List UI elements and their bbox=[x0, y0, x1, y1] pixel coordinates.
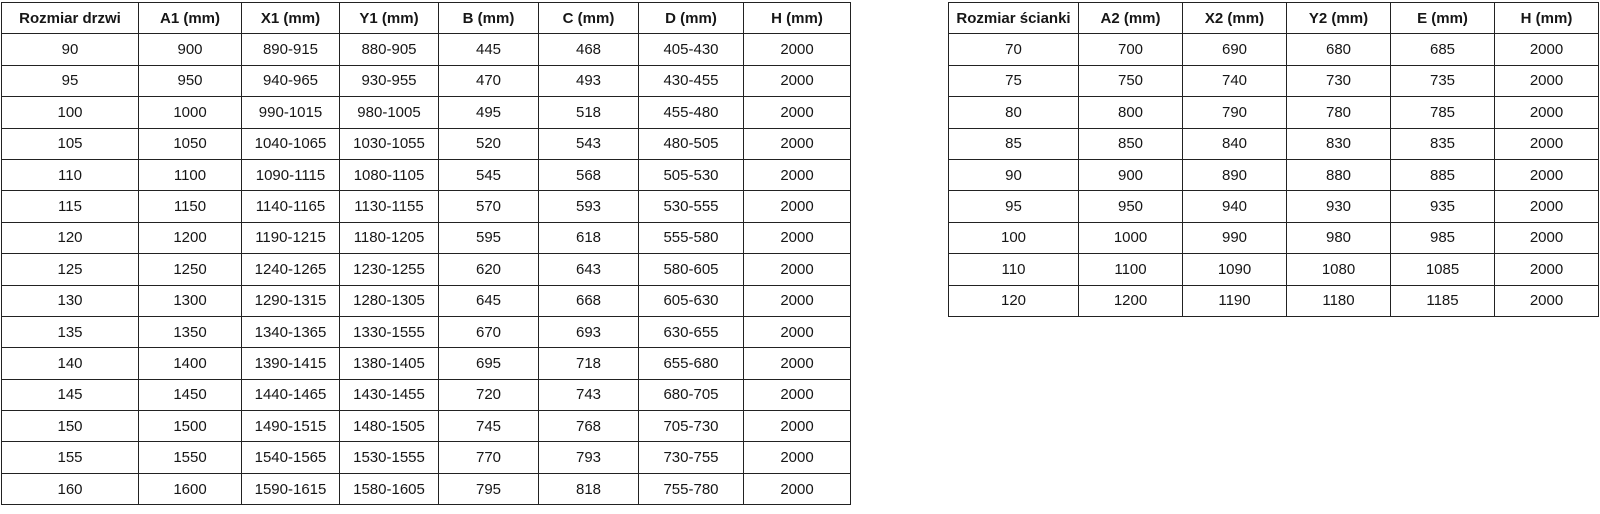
table-cell: 2000 bbox=[1495, 285, 1599, 316]
table-cell: 835 bbox=[1391, 128, 1495, 159]
table-cell: 930 bbox=[1287, 191, 1391, 222]
table-cell: 680-705 bbox=[639, 379, 744, 410]
table-row bbox=[2, 128, 851, 159]
table-cell: 900 bbox=[139, 34, 242, 65]
table-cell: 2000 bbox=[1495, 159, 1599, 190]
table-cell: 1330-1555 bbox=[340, 316, 439, 347]
table-cell: 155 bbox=[2, 442, 139, 473]
table-cell: 568 bbox=[539, 159, 639, 190]
table-cell: 100 bbox=[949, 222, 1079, 253]
table-cell: 105 bbox=[2, 128, 139, 159]
table-cell: 75 bbox=[949, 65, 1079, 96]
table-cell: 950 bbox=[1079, 191, 1183, 222]
table-cell: 593 bbox=[539, 191, 639, 222]
table-cell: 2000 bbox=[744, 191, 851, 222]
table-cell: 735 bbox=[1391, 65, 1495, 96]
table-cell: 95 bbox=[949, 191, 1079, 222]
table-row bbox=[2, 65, 851, 96]
table-row bbox=[2, 222, 851, 253]
wall-table-header bbox=[949, 3, 1599, 34]
table-cell: 1450 bbox=[139, 379, 242, 410]
table-cell: 830 bbox=[1287, 128, 1391, 159]
table-cell: 505-530 bbox=[639, 159, 744, 190]
column-header: Y1 (mm) bbox=[340, 3, 439, 34]
table-cell: 730-755 bbox=[639, 442, 744, 473]
table-cell: 1380-1405 bbox=[340, 348, 439, 379]
table-cell: 2000 bbox=[1495, 191, 1599, 222]
table-cell: 2000 bbox=[1495, 254, 1599, 285]
table-row bbox=[949, 65, 1599, 96]
table-cell: 2000 bbox=[1495, 34, 1599, 65]
table-row bbox=[949, 159, 1599, 190]
column-header: E (mm) bbox=[1391, 3, 1495, 34]
table-cell: 1580-1605 bbox=[340, 473, 439, 504]
table-cell: 1190 bbox=[1183, 285, 1287, 316]
column-header: A1 (mm) bbox=[139, 3, 242, 34]
table-cell: 2000 bbox=[1495, 128, 1599, 159]
table-cell: 543 bbox=[539, 128, 639, 159]
table-cell: 110 bbox=[949, 254, 1079, 285]
table-cell: 840 bbox=[1183, 128, 1287, 159]
table-cell: 2000 bbox=[744, 159, 851, 190]
table-cell: 495 bbox=[439, 97, 539, 128]
table-cell: 1390-1415 bbox=[242, 348, 340, 379]
table-cell: 630-655 bbox=[639, 316, 744, 347]
table-cell: 2000 bbox=[744, 316, 851, 347]
table-cell: 1190-1215 bbox=[242, 222, 340, 253]
table-cell: 2000 bbox=[744, 254, 851, 285]
table-cell: 930-955 bbox=[340, 65, 439, 96]
table-row bbox=[2, 191, 851, 222]
table-cell: 125 bbox=[2, 254, 139, 285]
table-cell: 1290-1315 bbox=[242, 285, 340, 316]
header-row bbox=[949, 3, 1599, 34]
table-cell: 885 bbox=[1391, 159, 1495, 190]
table-cell: 643 bbox=[539, 254, 639, 285]
table-cell: 1200 bbox=[1079, 285, 1183, 316]
table-cell: 1300 bbox=[139, 285, 242, 316]
table-cell: 693 bbox=[539, 316, 639, 347]
table-cell: 670 bbox=[439, 316, 539, 347]
column-header: Y2 (mm) bbox=[1287, 3, 1391, 34]
table-cell: 518 bbox=[539, 97, 639, 128]
table-cell: 780 bbox=[1287, 97, 1391, 128]
table-cell: 785 bbox=[1391, 97, 1495, 128]
table-cell: 1590-1615 bbox=[242, 473, 340, 504]
table-cell: 740 bbox=[1183, 65, 1287, 96]
table-cell: 520 bbox=[439, 128, 539, 159]
table-cell: 705-730 bbox=[639, 411, 744, 442]
table-cell: 570 bbox=[439, 191, 539, 222]
table-cell: 950 bbox=[139, 65, 242, 96]
table-row bbox=[949, 34, 1599, 65]
table-cell: 1200 bbox=[139, 222, 242, 253]
door-dimensions-table bbox=[1, 2, 851, 505]
table-cell: 645 bbox=[439, 285, 539, 316]
table-cell: 90 bbox=[2, 34, 139, 65]
column-header: D (mm) bbox=[639, 3, 744, 34]
table-cell: 1350 bbox=[139, 316, 242, 347]
wall-table-body bbox=[949, 34, 1599, 317]
table-cell: 685 bbox=[1391, 34, 1495, 65]
table-cell: 1000 bbox=[1079, 222, 1183, 253]
column-header: Rozmiar ścianki bbox=[949, 3, 1079, 34]
table-cell: 680 bbox=[1287, 34, 1391, 65]
table-cell: 655-680 bbox=[639, 348, 744, 379]
table-cell: 1550 bbox=[139, 442, 242, 473]
table-cell: 770 bbox=[439, 442, 539, 473]
table-cell: 545 bbox=[439, 159, 539, 190]
table-cell: 1250 bbox=[139, 254, 242, 285]
table-cell: 1100 bbox=[1079, 254, 1183, 285]
table-cell: 890-915 bbox=[242, 34, 340, 65]
table-cell: 1430-1455 bbox=[340, 379, 439, 410]
table-cell: 935 bbox=[1391, 191, 1495, 222]
table-cell: 1050 bbox=[139, 128, 242, 159]
table-cell: 555-580 bbox=[639, 222, 744, 253]
table-cell: 120 bbox=[2, 222, 139, 253]
table-cell: 605-630 bbox=[639, 285, 744, 316]
table-cell: 940 bbox=[1183, 191, 1287, 222]
table-row bbox=[2, 379, 851, 410]
table-cell: 818 bbox=[539, 473, 639, 504]
table-cell: 1230-1255 bbox=[340, 254, 439, 285]
table-row bbox=[949, 97, 1599, 128]
table-cell: 880-905 bbox=[340, 34, 439, 65]
door-table-header bbox=[2, 3, 851, 34]
table-row bbox=[2, 254, 851, 285]
table-cell: 160 bbox=[2, 473, 139, 504]
table-cell: 493 bbox=[539, 65, 639, 96]
table-row bbox=[2, 348, 851, 379]
column-header: H (mm) bbox=[1495, 3, 1599, 34]
table-cell: 990-1015 bbox=[242, 97, 340, 128]
table-cell: 2000 bbox=[1495, 222, 1599, 253]
table-cell: 990 bbox=[1183, 222, 1287, 253]
table-cell: 2000 bbox=[744, 65, 851, 96]
table-cell: 1100 bbox=[139, 159, 242, 190]
table-cell: 468 bbox=[539, 34, 639, 65]
table-cell: 530-555 bbox=[639, 191, 744, 222]
table-cell: 2000 bbox=[744, 379, 851, 410]
table-cell: 430-455 bbox=[639, 65, 744, 96]
table-cell: 1185 bbox=[1391, 285, 1495, 316]
table-cell: 95 bbox=[2, 65, 139, 96]
table-cell: 1340-1365 bbox=[242, 316, 340, 347]
table-cell: 110 bbox=[2, 159, 139, 190]
table-cell: 1140-1165 bbox=[242, 191, 340, 222]
table-cell: 70 bbox=[949, 34, 1079, 65]
table-cell: 695 bbox=[439, 348, 539, 379]
table-cell: 405-430 bbox=[639, 34, 744, 65]
table-cell: 2000 bbox=[1495, 65, 1599, 96]
table-cell: 900 bbox=[1079, 159, 1183, 190]
column-header: H (mm) bbox=[744, 3, 851, 34]
table-row bbox=[2, 473, 851, 504]
table-row bbox=[949, 128, 1599, 159]
table-cell: 980 bbox=[1287, 222, 1391, 253]
wall-dimensions-table bbox=[948, 2, 1599, 317]
table-cell: 1490-1515 bbox=[242, 411, 340, 442]
table-row bbox=[949, 222, 1599, 253]
table-cell: 750 bbox=[1079, 65, 1183, 96]
table-cell: 90 bbox=[949, 159, 1079, 190]
table-cell: 800 bbox=[1079, 97, 1183, 128]
table-cell: 795 bbox=[439, 473, 539, 504]
table-cell: 595 bbox=[439, 222, 539, 253]
table-cell: 140 bbox=[2, 348, 139, 379]
table-row bbox=[2, 285, 851, 316]
table-cell: 85 bbox=[949, 128, 1079, 159]
table-row bbox=[2, 159, 851, 190]
table-cell: 1440-1465 bbox=[242, 379, 340, 410]
table-cell: 1180-1205 bbox=[340, 222, 439, 253]
door-table-body bbox=[2, 34, 851, 505]
table-cell: 1400 bbox=[139, 348, 242, 379]
table-row bbox=[2, 34, 851, 65]
table-row bbox=[949, 254, 1599, 285]
table-cell: 1480-1505 bbox=[340, 411, 439, 442]
table-cell: 120 bbox=[949, 285, 1079, 316]
table-cell: 145 bbox=[2, 379, 139, 410]
table-cell: 793 bbox=[539, 442, 639, 473]
table-cell: 2000 bbox=[744, 348, 851, 379]
header-row bbox=[2, 3, 851, 34]
table-cell: 1090 bbox=[1183, 254, 1287, 285]
table-cell: 700 bbox=[1079, 34, 1183, 65]
table-cell: 2000 bbox=[744, 285, 851, 316]
table-cell: 1090-1115 bbox=[242, 159, 340, 190]
table-cell: 480-505 bbox=[639, 128, 744, 159]
table-cell: 2000 bbox=[744, 222, 851, 253]
table-cell: 80 bbox=[949, 97, 1079, 128]
table-cell: 755-780 bbox=[639, 473, 744, 504]
table-cell: 130 bbox=[2, 285, 139, 316]
table-cell: 880 bbox=[1287, 159, 1391, 190]
table-cell: 718 bbox=[539, 348, 639, 379]
table-cell: 1080 bbox=[1287, 254, 1391, 285]
table-cell: 1500 bbox=[139, 411, 242, 442]
table-cell: 2000 bbox=[744, 411, 851, 442]
table-cell: 2000 bbox=[744, 473, 851, 504]
table-cell: 580-605 bbox=[639, 254, 744, 285]
table-row bbox=[2, 411, 851, 442]
table-row bbox=[949, 285, 1599, 316]
column-header: Rozmiar drzwi bbox=[2, 3, 139, 34]
table-cell: 1080-1105 bbox=[340, 159, 439, 190]
table-cell: 618 bbox=[539, 222, 639, 253]
table-cell: 1240-1265 bbox=[242, 254, 340, 285]
table-cell: 690 bbox=[1183, 34, 1287, 65]
table-cell: 745 bbox=[439, 411, 539, 442]
table-cell: 2000 bbox=[744, 442, 851, 473]
table-cell: 2000 bbox=[744, 128, 851, 159]
table-cell: 1130-1155 bbox=[340, 191, 439, 222]
table-cell: 668 bbox=[539, 285, 639, 316]
table-cell: 2000 bbox=[1495, 97, 1599, 128]
table-cell: 1180 bbox=[1287, 285, 1391, 316]
table-cell: 445 bbox=[439, 34, 539, 65]
table-cell: 1150 bbox=[139, 191, 242, 222]
table-row bbox=[2, 97, 851, 128]
table-cell: 470 bbox=[439, 65, 539, 96]
column-header: B (mm) bbox=[439, 3, 539, 34]
table-cell: 1600 bbox=[139, 473, 242, 504]
table-cell: 1000 bbox=[139, 97, 242, 128]
table-cell: 1280-1305 bbox=[340, 285, 439, 316]
table-cell: 620 bbox=[439, 254, 539, 285]
table-cell: 980-1005 bbox=[340, 97, 439, 128]
table-cell: 100 bbox=[2, 97, 139, 128]
table-cell: 135 bbox=[2, 316, 139, 347]
table-cell: 2000 bbox=[744, 97, 851, 128]
table-cell: 730 bbox=[1287, 65, 1391, 96]
table-cell: 790 bbox=[1183, 97, 1287, 128]
table-cell: 743 bbox=[539, 379, 639, 410]
column-header: X1 (mm) bbox=[242, 3, 340, 34]
column-header: X2 (mm) bbox=[1183, 3, 1287, 34]
table-cell: 1030-1055 bbox=[340, 128, 439, 159]
table-cell: 768 bbox=[539, 411, 639, 442]
table-row bbox=[949, 191, 1599, 222]
table-cell: 940-965 bbox=[242, 65, 340, 96]
table-cell: 1085 bbox=[1391, 254, 1495, 285]
table-row bbox=[2, 442, 851, 473]
table-cell: 1040-1065 bbox=[242, 128, 340, 159]
table-cell: 850 bbox=[1079, 128, 1183, 159]
table-cell: 890 bbox=[1183, 159, 1287, 190]
column-header: C (mm) bbox=[539, 3, 639, 34]
column-header: A2 (mm) bbox=[1079, 3, 1183, 34]
table-row bbox=[2, 316, 851, 347]
table-cell: 1540-1565 bbox=[242, 442, 340, 473]
table-cell: 115 bbox=[2, 191, 139, 222]
table-cell: 2000 bbox=[744, 34, 851, 65]
table-cell: 985 bbox=[1391, 222, 1495, 253]
table-cell: 720 bbox=[439, 379, 539, 410]
table-cell: 1530-1555 bbox=[340, 442, 439, 473]
table-cell: 455-480 bbox=[639, 97, 744, 128]
table-cell: 150 bbox=[2, 411, 139, 442]
